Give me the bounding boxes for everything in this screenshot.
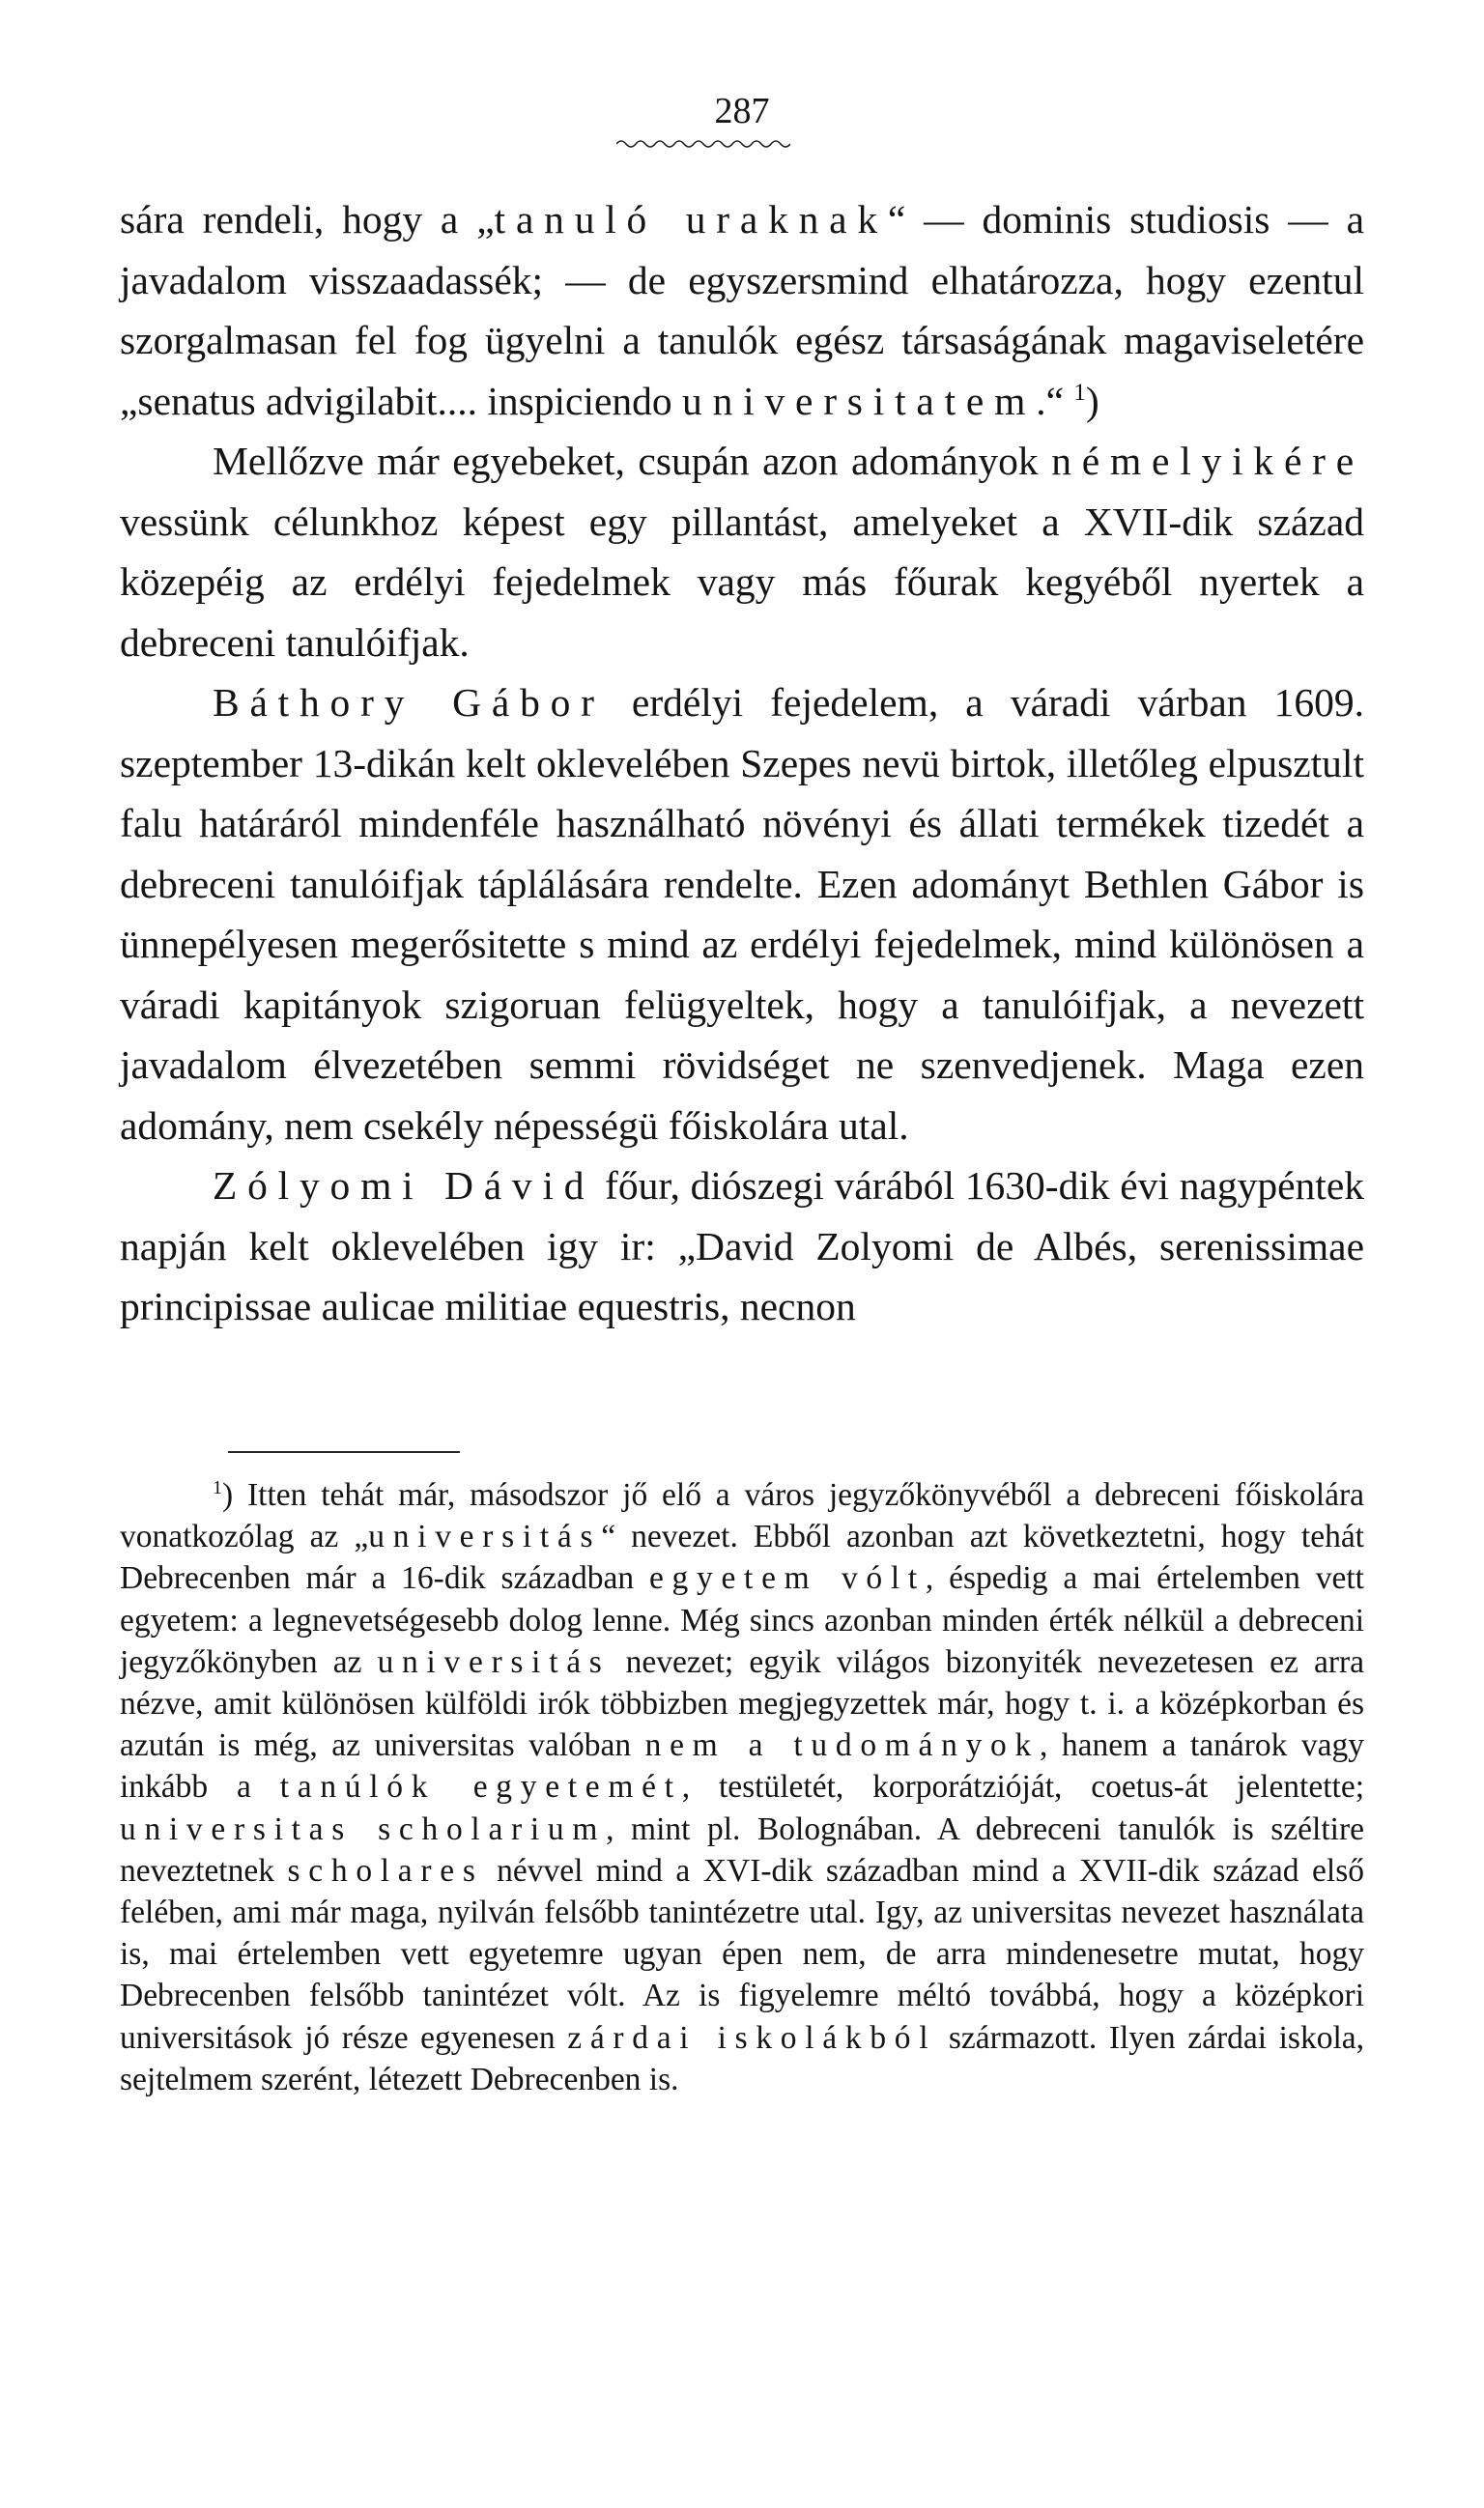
spaced-emphasis: universitás	[368, 1519, 602, 1555]
spaced-emphasis: nem a tudományok	[644, 1727, 1040, 1764]
spaced-emphasis: scholares	[287, 1852, 484, 1889]
text-run: “ — dominis studiosis — a javadalom visszaadassék; — de egyszersmind elhatározza, hogy ezentul szorgalmasan fel fog ügyelni a tanulók egész társaságának magaviseletére „senatus advigilabit.... inspiciendo	[120, 197, 1365, 423]
spaced-emphasis: universitás	[377, 1643, 611, 1680]
text-run: sára rendeli, hogy a „	[120, 197, 495, 242]
spaced-emphasis: egyetem vólt	[648, 1560, 926, 1597]
paragraph	[120, 1155, 1364, 1337]
text-run: vessünk célunkhoz képest egy pillantást, amelyeket a XVII-dik század közepéig az erdélyi fejedelmek vagy más főurak kegyéből nyertek a debreceni tanulóifjak.	[120, 499, 1364, 665]
spaced-emphasis: Báthory Gábor	[213, 680, 605, 725]
spaced-emphasis: zárdai iskolákból	[567, 2019, 937, 2056]
paragraph	[120, 189, 1364, 431]
page-number: 287	[714, 91, 770, 131]
spaced-emphasis: universitas scholarium	[120, 1810, 607, 1847]
wavy-ornament-icon	[616, 137, 790, 151]
footnote-marker: 1	[213, 1476, 223, 1498]
text-run: )	[1085, 378, 1099, 423]
paragraph	[120, 431, 1364, 672]
text-run: , hanem a tanárok vagy inkább a	[120, 1727, 1365, 1806]
text-run: Mellőzve már egyebeket, csupán azon adományok	[213, 439, 1052, 483]
text-run: főur, diószegi várából 1630-dik évi nagypéntek napján kelt oklevelében igy ir: „David Zolyomi de Albés, serenissimae principissae aulicae militiae equestris, necnon	[120, 1163, 1364, 1328]
text-run: ) Itten tehát már, másodszor jő elő a város jegyzőkönyvéből a debreceni főiskolára vonatkozólag az „	[120, 1477, 1364, 1555]
spaced-emphasis: universitatem	[682, 378, 1037, 423]
text-run: , testületét, korporátzióját, coetus-át jelentette;	[681, 1769, 1365, 1806]
text-run: származott. Ilyen zárdai iskola, sejtelmem szerént, létezett Debrecenben is.	[120, 2019, 1365, 2097]
text-run: “ nevezet. Ebből azonban azt következtetni, hogy tehát Debrecenben már a 16-dik században	[120, 1519, 1364, 1597]
text-run: névvel mind a XVI-dik században mind a XVII-dik század első felében, ami már maga, nyilván felsőbb tanintézetre utal. Igy, az universitas nevezet használata is, mai értelemben vett egyetemre ugyan épen nem, de arra mindenesetre mutat, hogy Debrecenben felsőbb tanintézet vólt. Az is figyelemre méltó továbbá, hogy a középkori universitások jó része egyenesen	[120, 1852, 1364, 2056]
spaced-emphasis: Zólyomi Dávid	[213, 1163, 595, 1208]
footnote-marker: 1	[1073, 379, 1086, 406]
footnote-divider	[228, 1451, 460, 1453]
text-run: , éspedig a mai értelemben vett egyetem: a legnevetségesebb dolog lenne. Még sincs azonban minden érték nélkül a debreceni jegyzőkönyben az	[120, 1560, 1364, 1680]
spaced-emphasis: némelyikére	[1051, 439, 1364, 483]
text-run: nevezet; egyik világos bizonyiték nevezetesen ez arra nézve, amit különösen külföldi irók többizben megjegyzettek már, hogy t. i. a középkorban és azután is még, az universitas valóban	[120, 1643, 1364, 1764]
spaced-emphasis: tanúlók egyetemét	[279, 1769, 682, 1806]
paragraph	[120, 672, 1364, 1155]
footnote-paragraph	[120, 1474, 1364, 2100]
text-run: , mint pl. Bolognában. A debreceni tanulók is széltire neveztetnek	[120, 1810, 1364, 1889]
spaced-emphasis: tanuló uraknak	[494, 197, 888, 242]
footnote	[120, 1474, 1364, 2100]
text-run: erdélyi fejedelem, a váradi várban 1609. szeptember 13-dikán kelt oklevelében Szepes nevü birtok, illetőleg elpusztult falu határáról mindenféle használható növényi és állati termékek tizedét a debreceni tanulóifjak táplálására rendelte. Ezen adományt Bethlen Gábor is ünnepélyesen megerősitette s mind az erdélyi fejedelmek, mind különösen a váradi kapitányok szigoruan felügyeltek, hogy a tanulóifjak, a nevezett javadalom élvezetében semmi rövidséget ne szenvedjenek. Maga ezen adomány, nem csekély népességü főiskolára utal.	[120, 680, 1365, 1148]
text-run: .“	[1036, 378, 1074, 423]
main-text	[120, 189, 1364, 1337]
